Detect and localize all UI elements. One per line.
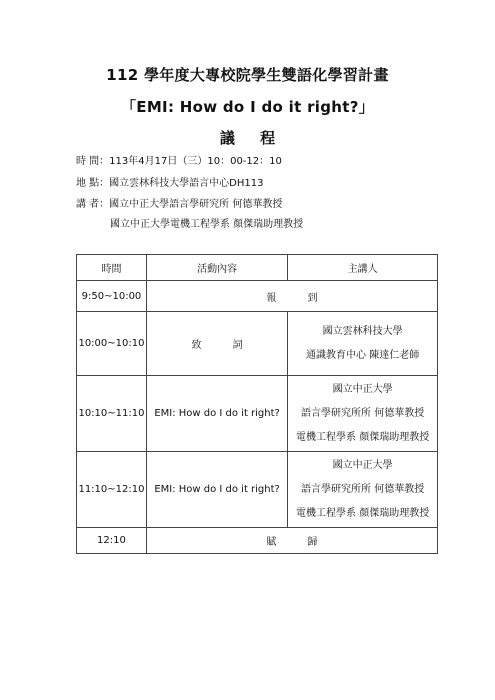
row-time: 9:50~10:00 — [77, 281, 147, 312]
speaker-line: 電機工程學系 顏傑瑞助理教授 — [296, 507, 430, 519]
table-row — [77, 528, 438, 554]
row-activity — [146, 528, 437, 554]
row-speaker — [288, 312, 438, 376]
table-row — [77, 281, 438, 312]
row-activity-label: 致 詞 — [191, 340, 257, 351]
row-time: 10:00~10:10 — [77, 312, 147, 376]
row-activity — [146, 281, 437, 312]
table-row — [77, 376, 438, 452]
speaker-line: 通識教育中心 陳達仁老師 — [306, 349, 420, 361]
row-activity-label: 報 到 — [266, 292, 332, 304]
speaker-line: 國立中正大學 — [332, 383, 393, 395]
row-time: 12:10 — [77, 528, 147, 554]
header-speaker: 主講人 — [288, 255, 438, 281]
header-activity: 活動內容 — [146, 255, 287, 281]
row-activity-label: 賦 歸 — [266, 537, 332, 548]
speaker-line: 電機工程學系 顏傑瑞助理教授 — [296, 431, 430, 443]
row-time: 11:10~12:10 — [77, 452, 147, 528]
row-time: 10:10~11:10 — [77, 376, 147, 452]
speaker-line: 國立雲林科技大學 — [322, 325, 403, 337]
header-time: 時間 — [77, 255, 147, 281]
row-activity — [146, 312, 287, 376]
table-row — [77, 312, 438, 376]
agenda-heading: 議 程 — [219, 129, 286, 147]
row-activity: EMI: How do I do it right? — [146, 376, 287, 452]
speaker-line: 國立中正大學 — [332, 459, 393, 471]
page-title: 112 學年度大專校院學生雙語化學習計畫 — [106, 66, 389, 84]
table-row — [77, 452, 438, 528]
row-activity: EMI: How do I do it right? — [146, 452, 287, 528]
event-speakers-continued: 國立中正大學電機工程學系 顏傑瑞助理教授 — [110, 219, 304, 230]
event-speakers: 講 者：國立中正大學語言學研究所 何德華教授 — [76, 199, 283, 210]
event-place: 地 點：國立雲林科技大學語言中心DH113 — [76, 178, 264, 189]
row-speaker — [288, 452, 438, 528]
speaker-line: 語言學研究所所 何德華教授 — [301, 407, 425, 419]
row-speaker — [288, 376, 438, 452]
agenda-table — [76, 254, 438, 554]
event-time: 時 間：113年4月17日（三）10：00-12：10 — [76, 156, 282, 167]
table-header-row — [77, 255, 438, 281]
event-subtitle: 「EMI: How do I do it right?」 — [120, 98, 374, 116]
speaker-line: 語言學研究所所 何德華教授 — [301, 483, 425, 495]
